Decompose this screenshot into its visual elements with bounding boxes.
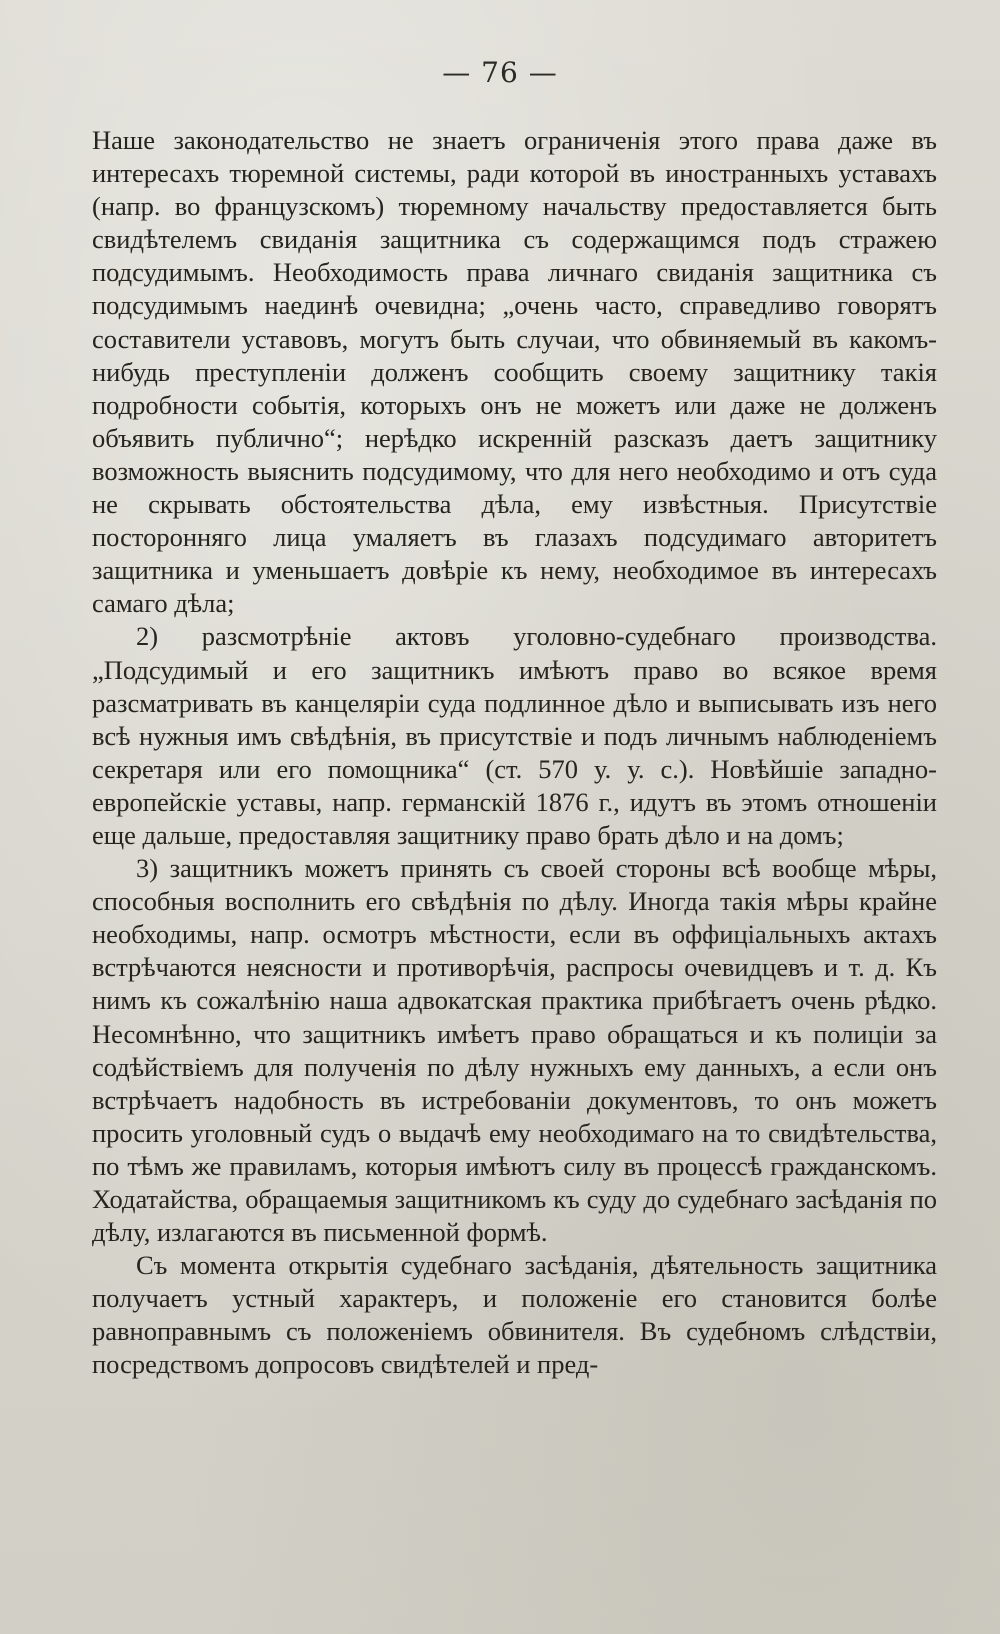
paragraph-4: Съ момента открытія судебнаго засѣданія, дѣятельность защитника получаетъ устный характеръ, и положеніе его становится болѣе равноправнымъ съ положеніемъ обвинителя. Въ судебномъ слѣдствіи, посредствомъ допросовъ свидѣтелей и пред- (92, 1250, 937, 1380)
paragraph-1: Наше законодательство не знаетъ ограниченія этого права даже въ интересахъ тюремной системы, ради которой въ иностранныхъ уставахъ (напр. во французскомъ) тюремному начальству предоставляется быть свидѣтелемъ свиданія защитника съ содержащимся подъ стражею подсудимымъ. Необходимость права личнаго свиданія защитника съ подсудимымъ наединѣ очевидна; „очень часто, справедливо говорятъ составители уставовъ, могутъ быть случаи, что обвиняемый въ какомъ-нибудь преступленіи долженъ сообщить своему защитнику такія подробности событія, которыхъ онъ не можетъ или даже не долженъ объявить публично“; нерѣдко искренній разсказъ даетъ защитнику возможность выяснить подсудимому, что для него необходимо и отъ суда не скрывать обстоятельства дѣла, ему извѣстныя. Присутствіе посторонняго лица умаляетъ въ глазахъ подсудимаго авторитетъ защитника и уменьшаетъ довѣріе къ нему, необходимое въ интересахъ самаго дѣла; (92, 125, 937, 619)
paragraph-3: 3) защитникъ можетъ принять съ своей стороны всѣ вообще мѣры, способныя восполнить его свѣдѣнія по дѣлу. Иногда такія мѣры крайне необходимы, напр. осмотръ мѣстности, если въ оффиціальныхъ актахъ встрѣчаются неясности и противорѣчія, распросы очевидцевъ и т. д. Къ нимъ къ сожалѣнію наша адвокатская практика прибѣгаетъ очень рѣдко. Несомнѣнно, что защитникъ имѣетъ право обращаться и къ полиціи за содѣйствіемъ для полученія по дѣлу нужныхъ ему данныхъ, а если онъ встрѣчаетъ надобность въ истребованіи документовъ, то онъ можетъ просить уголовный судъ о выдачѣ ему необходимаго на то свидѣтельства, по тѣмъ же правиламъ, которыя имѣютъ силу въ процессѣ гражданскомъ. Ходатайства, обращаемыя защитникомъ къ суду до судебнаго засѣданія по дѣлу, излагаются въ письменной формѣ. (92, 853, 937, 1248)
page-number: — 76 — (442, 56, 558, 89)
paragraph-2: 2) разсмотрѣніе актовъ уголовно-судебнаго производства. „Подсудимый и его защитникъ имѣютъ право во всякое время разсматривать въ канцеляріи суда подлинное дѣло и выписывать изъ него всѣ нужныя имъ свѣдѣнія, въ присутствіе и подъ личнымъ наблюденіемъ секретаря или его помощника“ (ст. 570 у. у. с.). Новѣйшіе западно-европейскіе уставы, напр. германскій 1876 г., идутъ въ этомъ отношеніи еще дальше, предоставляя защитнику право брать дѣло и на домъ; (92, 621, 937, 850)
body-text (92, 124, 937, 1382)
